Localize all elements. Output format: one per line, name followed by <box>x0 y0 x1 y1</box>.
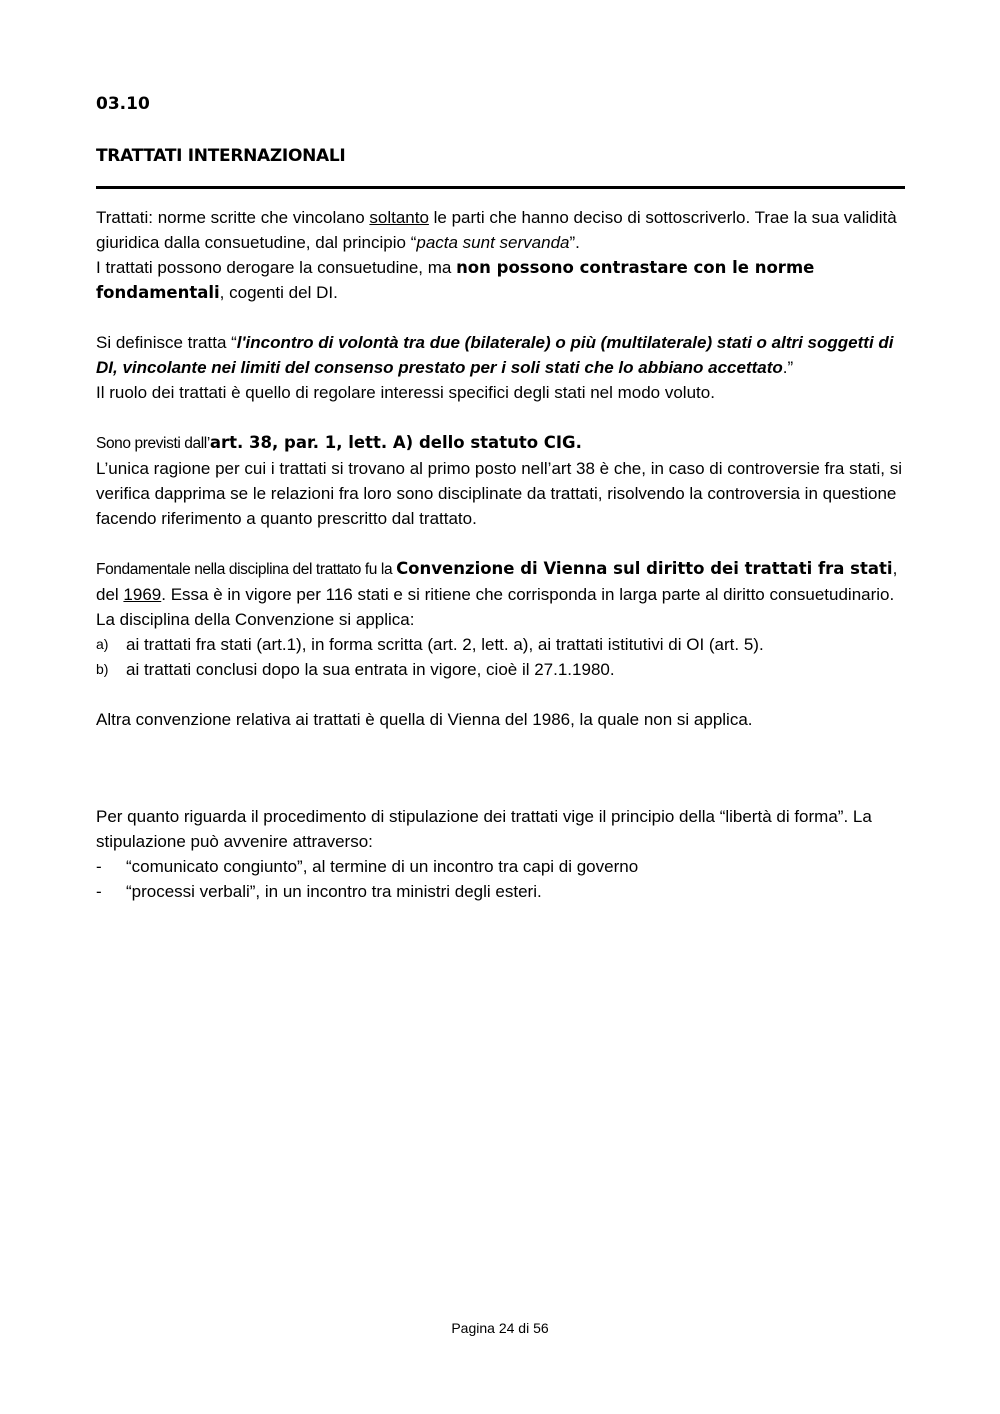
paragraph-art38 <box>96 430 908 456</box>
bold-italic-text: l'incontro di volontà tra due (bilaterale) o più (multilaterale) stati o altri soggetti di DI, vincolante nei limiti del consenso prestato per i soli stati che lo abbiano accettato <box>96 333 894 377</box>
list-marker: - <box>96 882 102 901</box>
bold-text: non possono contrastare con le norme fondamentali <box>96 258 815 302</box>
bold-text: art. 38, par. 1, lett. A) dello statuto CIG. <box>209 433 582 452</box>
document-body <box>96 205 908 904</box>
list-item-text: ai trattati conclusi dopo la sua entrata in vigore, cioè il 27.1.1980. <box>126 660 615 679</box>
list-marker: b) <box>96 661 109 677</box>
paragraph-definition <box>96 205 908 255</box>
text-run: Si definisce tratta “ <box>96 333 237 352</box>
paragraph-other-convention: Altra convenzione relativa ai trattati è quella di Vienna del 1986, la quale non si applica. <box>96 710 753 729</box>
text-run: Trattati: norme scritte che vincolano <box>96 208 370 227</box>
text-run: ”. <box>569 233 580 252</box>
bold-text: Convenzione di Vienna sul diritto dei trattati fra stati <box>396 559 893 578</box>
section-number: 03.10 <box>96 94 150 114</box>
list-marker: a) <box>96 636 109 652</box>
text-run: Fondamentale nella disciplina del trattato fu la <box>96 561 397 578</box>
text-run: I trattati possono derogare la consuetudine, ma <box>96 258 457 277</box>
section-title: TRATTATI INTERNAZIONALI <box>96 146 346 166</box>
paragraph-procedure: Per quanto riguarda il procedimento di stipulazione dei trattati vige il principio della “libertà di forma”. La stipulazione può avvenire attraverso: <box>96 807 872 851</box>
underlined-text: soltanto <box>369 208 429 227</box>
paragraph-treaty-definition <box>96 330 908 380</box>
text-run: Sono previsti dall’ <box>96 435 210 452</box>
paragraph-vienna <box>96 556 908 607</box>
page-number: Pagina 24 di 56 <box>451 1320 549 1336</box>
italic-text: pacta sunt servanda <box>416 233 570 252</box>
text-run: le parti che hanno deciso di sottoscriverlo. Trae la sua validità giuridica dalla consuetudine, dal principio “ <box>96 208 897 252</box>
text-run: , del <box>96 559 898 604</box>
paragraph-applies: La disciplina della Convenzione si applica: <box>96 610 415 629</box>
list-item <box>96 632 908 657</box>
underlined-text: 1969 <box>123 585 162 604</box>
list-marker: - <box>96 857 102 876</box>
text-run: .” <box>782 358 794 377</box>
list-item <box>96 854 908 879</box>
paragraph-reason: L’unica ragione per cui i trattati si trovano al primo posto nell’art 38 è che, in caso di controversie fra stati, si verifica dapprima se le relazioni fra loro sono disciplinate da trattati, risolvendo la controversia in questione facendo riferimento a quanto prescritto dal trattato. <box>96 459 903 528</box>
text-run: . Essa è in vigore per 116 stati e si ritiene che corrisponda in larga parte al diritto consuetudinario. <box>161 585 895 604</box>
paragraph-role: Il ruolo dei trattati è quello di regolare interessi specifici degli stati nel modo voluto. <box>96 383 715 402</box>
list-item-text: “comunicato congiunto”, al termine di un incontro tra capi di governo <box>126 857 639 876</box>
paragraph-derogation <box>96 255 908 305</box>
list-item <box>96 657 908 682</box>
list-item <box>96 879 908 904</box>
title-divider <box>96 186 905 189</box>
list-item-text: ai trattati fra stati (art.1), in forma scritta (art. 2, lett. a), ai trattati istitutivi di OI (art. 5). <box>126 635 764 654</box>
text-run: , cogenti del DI. <box>219 283 338 302</box>
list-item-text: “processi verbali”, in un incontro tra ministri degli esteri. <box>126 882 542 901</box>
